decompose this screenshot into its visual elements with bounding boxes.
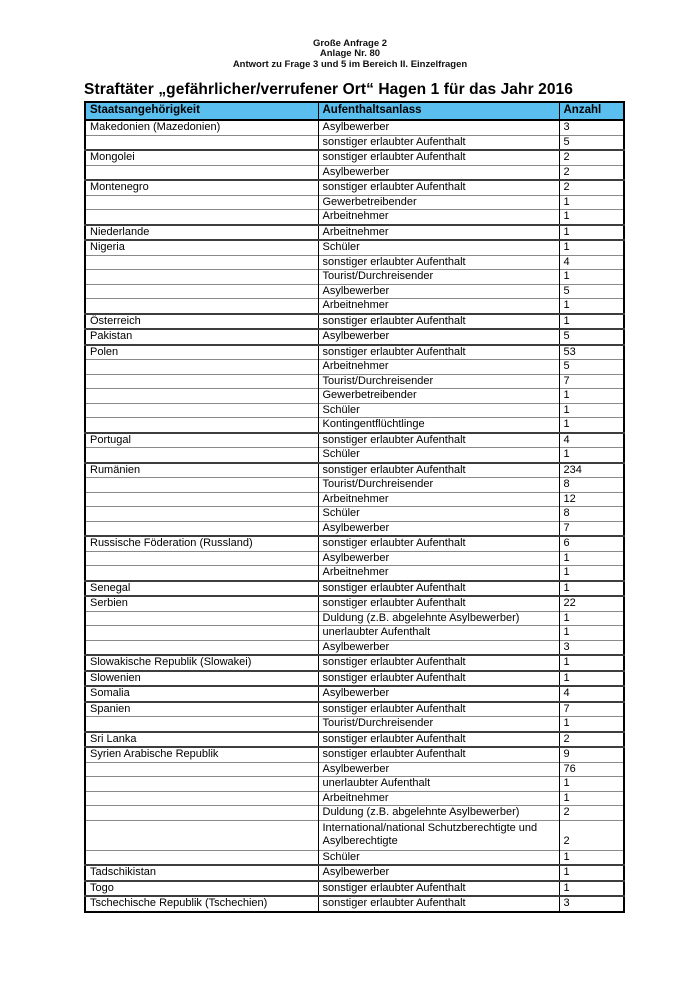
reason-cell: Duldung (z.B. abgelehnte Asylbewerber) bbox=[318, 611, 559, 626]
reason-cell: sonstiger erlaubter Aufenthalt bbox=[318, 881, 559, 897]
reason-cell: Arbeitnehmer bbox=[318, 566, 559, 581]
count-cell: 3 bbox=[559, 640, 624, 655]
reason-cell: Arbeitnehmer bbox=[318, 210, 559, 225]
reason-cell: Kontingentflüchtlinge bbox=[318, 418, 559, 433]
table-row bbox=[85, 777, 624, 792]
count-cell: 9 bbox=[559, 747, 624, 762]
reason-cell: Arbeitnehmer bbox=[318, 225, 559, 241]
country-cell: Serbien bbox=[85, 596, 318, 611]
reason-cell: Asylbewerber bbox=[318, 120, 559, 135]
table-row bbox=[85, 596, 624, 611]
table-row bbox=[85, 881, 624, 897]
reason-cell: sonstiger erlaubter Aufenthalt bbox=[318, 314, 559, 330]
country-cell: Spanien bbox=[85, 702, 318, 717]
country-cell bbox=[85, 507, 318, 522]
country-cell bbox=[85, 284, 318, 299]
count-cell: 3 bbox=[559, 896, 624, 912]
count-cell: 1 bbox=[559, 581, 624, 597]
reason-cell: sonstiger erlaubter Aufenthalt bbox=[318, 150, 559, 165]
reason-cell: Schüler bbox=[318, 403, 559, 418]
count-cell: 7 bbox=[559, 374, 624, 389]
table-row bbox=[85, 507, 624, 522]
table-row bbox=[85, 581, 624, 597]
table-row bbox=[85, 240, 624, 255]
reason-cell: Schüler bbox=[318, 240, 559, 255]
table-row bbox=[85, 433, 624, 448]
table-row bbox=[85, 791, 624, 806]
reason-cell: Arbeitnehmer bbox=[318, 492, 559, 507]
reason-cell: Arbeitnehmer bbox=[318, 299, 559, 314]
table-row bbox=[85, 640, 624, 655]
reason-cell: sonstiger erlaubter Aufenthalt bbox=[318, 702, 559, 717]
table-row bbox=[85, 284, 624, 299]
table-row bbox=[85, 671, 624, 687]
table-row bbox=[85, 611, 624, 626]
country-cell bbox=[85, 492, 318, 507]
table-row bbox=[85, 135, 624, 150]
table-row bbox=[85, 120, 624, 135]
reason-cell: sonstiger erlaubter Aufenthalt bbox=[318, 180, 559, 195]
table-header-row bbox=[85, 102, 624, 120]
country-cell bbox=[85, 850, 318, 865]
country-cell bbox=[85, 270, 318, 285]
count-cell: 5 bbox=[559, 284, 624, 299]
column-header-anzahl: Anzahl bbox=[559, 102, 624, 120]
table-row bbox=[85, 566, 624, 581]
count-cell: 1 bbox=[559, 611, 624, 626]
country-cell: Nigeria bbox=[85, 240, 318, 255]
count-cell: 76 bbox=[559, 762, 624, 777]
country-cell bbox=[85, 478, 318, 493]
table-body bbox=[85, 120, 624, 912]
count-cell: 1 bbox=[559, 299, 624, 314]
count-cell: 4 bbox=[559, 686, 624, 702]
reason-cell: Asylbewerber bbox=[318, 686, 559, 702]
table-row bbox=[85, 270, 624, 285]
reason-cell: Duldung (z.B. abgelehnte Asylbewerber) bbox=[318, 806, 559, 821]
count-cell: 1 bbox=[559, 225, 624, 241]
reason-cell: Asylbewerber bbox=[318, 762, 559, 777]
reason-cell: sonstiger erlaubter Aufenthalt bbox=[318, 732, 559, 748]
count-cell: 5 bbox=[559, 360, 624, 375]
table-row bbox=[85, 403, 624, 418]
country-cell: Sri Lanka bbox=[85, 732, 318, 748]
reason-cell: unerlaubter Aufenthalt bbox=[318, 777, 559, 792]
count-cell: 2 bbox=[559, 820, 624, 850]
country-cell: Russische Föderation (Russland) bbox=[85, 536, 318, 551]
count-cell: 2 bbox=[559, 806, 624, 821]
country-cell: Niederlande bbox=[85, 225, 318, 241]
country-cell bbox=[85, 640, 318, 655]
reason-cell: unerlaubter Aufenthalt bbox=[318, 626, 559, 641]
reason-cell: Asylbewerber bbox=[318, 865, 559, 881]
table-row bbox=[85, 329, 624, 345]
count-cell: 7 bbox=[559, 521, 624, 536]
count-cell: 234 bbox=[559, 463, 624, 478]
count-cell: 2 bbox=[559, 180, 624, 195]
country-cell bbox=[85, 611, 318, 626]
table-row bbox=[85, 717, 624, 732]
count-cell: 1 bbox=[559, 881, 624, 897]
table-row bbox=[85, 521, 624, 536]
reason-cell: Arbeitnehmer bbox=[318, 360, 559, 375]
reason-cell: sonstiger erlaubter Aufenthalt bbox=[318, 433, 559, 448]
table-row bbox=[85, 255, 624, 270]
count-cell: 1 bbox=[559, 448, 624, 463]
reason-cell: Tourist/Durchreisender bbox=[318, 478, 559, 493]
country-cell bbox=[85, 360, 318, 375]
reason-cell: sonstiger erlaubter Aufenthalt bbox=[318, 345, 559, 360]
country-cell: Polen bbox=[85, 345, 318, 360]
table-row bbox=[85, 389, 624, 404]
reason-cell: International/national Schutzberechtigte und Asylberechtigte bbox=[318, 820, 559, 850]
count-cell: 1 bbox=[559, 551, 624, 566]
count-cell: 1 bbox=[559, 389, 624, 404]
country-cell bbox=[85, 403, 318, 418]
reason-cell: Asylbewerber bbox=[318, 284, 559, 299]
table-row bbox=[85, 360, 624, 375]
table-row bbox=[85, 865, 624, 881]
count-cell: 12 bbox=[559, 492, 624, 507]
reason-cell: Schüler bbox=[318, 448, 559, 463]
count-cell: 1 bbox=[559, 717, 624, 732]
document-header-line-2: Anlage Nr. 80 bbox=[319, 48, 381, 60]
page-title: Straftäter „gefährlicher/verrufener Ort“ Hagen 1 für das Jahr 2016 bbox=[84, 81, 573, 98]
document-header bbox=[0, 39, 700, 70]
reason-cell: sonstiger erlaubter Aufenthalt bbox=[318, 536, 559, 551]
table-row bbox=[85, 478, 624, 493]
country-cell bbox=[85, 777, 318, 792]
table-row bbox=[85, 492, 624, 507]
country-cell bbox=[85, 195, 318, 210]
column-header-staatsangehoerigkeit: Staatsangehörigkeit bbox=[85, 102, 318, 120]
count-cell: 8 bbox=[559, 478, 624, 493]
country-cell bbox=[85, 299, 318, 314]
count-cell: 1 bbox=[559, 270, 624, 285]
count-cell: 2 bbox=[559, 150, 624, 165]
country-cell bbox=[85, 806, 318, 821]
country-cell: Togo bbox=[85, 881, 318, 897]
reason-cell: sonstiger erlaubter Aufenthalt bbox=[318, 655, 559, 671]
country-cell bbox=[85, 135, 318, 150]
table-row bbox=[85, 225, 624, 241]
country-cell: Makedonien (Mazedonien) bbox=[85, 120, 318, 135]
reason-cell: Schüler bbox=[318, 850, 559, 865]
document-header-line-3: Antwort zu Frage 3 und 5 im Bereich II. Einzelfragen bbox=[232, 58, 468, 70]
country-cell bbox=[85, 255, 318, 270]
table-row bbox=[85, 850, 624, 865]
reason-cell: Tourist/Durchreisender bbox=[318, 374, 559, 389]
country-cell bbox=[85, 791, 318, 806]
reason-cell: sonstiger erlaubter Aufenthalt bbox=[318, 463, 559, 478]
table-row bbox=[85, 732, 624, 748]
table-row bbox=[85, 686, 624, 702]
count-cell: 7 bbox=[559, 702, 624, 717]
table-row bbox=[85, 536, 624, 551]
table-row bbox=[85, 345, 624, 360]
count-cell: 8 bbox=[559, 507, 624, 522]
country-cell: Senegal bbox=[85, 581, 318, 597]
count-cell: 4 bbox=[559, 433, 624, 448]
count-cell: 1 bbox=[559, 850, 624, 865]
country-cell: Slowakische Republik (Slowakei) bbox=[85, 655, 318, 671]
table-row bbox=[85, 448, 624, 463]
country-cell: Slowenien bbox=[85, 671, 318, 687]
column-header-aufenthaltsanlass: Aufenthaltsanlass bbox=[318, 102, 559, 120]
count-cell: 1 bbox=[559, 195, 624, 210]
country-cell bbox=[85, 566, 318, 581]
table-row bbox=[85, 702, 624, 717]
count-cell: 1 bbox=[559, 566, 624, 581]
table-row bbox=[85, 806, 624, 821]
table-row bbox=[85, 463, 624, 478]
reason-cell: sonstiger erlaubter Aufenthalt bbox=[318, 581, 559, 597]
count-cell: 5 bbox=[559, 135, 624, 150]
reason-cell: Asylbewerber bbox=[318, 165, 559, 180]
count-cell: 1 bbox=[559, 403, 624, 418]
country-cell bbox=[85, 165, 318, 180]
country-cell bbox=[85, 418, 318, 433]
reason-cell: Arbeitnehmer bbox=[318, 791, 559, 806]
country-cell: Tschechische Republik (Tschechien) bbox=[85, 896, 318, 912]
table-row bbox=[85, 150, 624, 165]
reason-cell: sonstiger erlaubter Aufenthalt bbox=[318, 671, 559, 687]
count-cell: 2 bbox=[559, 732, 624, 748]
reason-cell: Asylbewerber bbox=[318, 640, 559, 655]
country-cell: Portugal bbox=[85, 433, 318, 448]
table-row bbox=[85, 896, 624, 912]
count-cell: 1 bbox=[559, 777, 624, 792]
reason-cell: Asylbewerber bbox=[318, 551, 559, 566]
reason-cell: Tourist/Durchreisender bbox=[318, 270, 559, 285]
count-cell: 1 bbox=[559, 655, 624, 671]
country-cell bbox=[85, 374, 318, 389]
country-cell bbox=[85, 210, 318, 225]
table-row bbox=[85, 165, 624, 180]
count-cell: 1 bbox=[559, 865, 624, 881]
table-row bbox=[85, 820, 624, 850]
country-cell: Montenegro bbox=[85, 180, 318, 195]
table-row bbox=[85, 195, 624, 210]
reason-cell: sonstiger erlaubter Aufenthalt bbox=[318, 255, 559, 270]
count-cell: 6 bbox=[559, 536, 624, 551]
table-row bbox=[85, 551, 624, 566]
count-cell: 5 bbox=[559, 329, 624, 345]
table-row bbox=[85, 655, 624, 671]
country-cell bbox=[85, 762, 318, 777]
count-cell: 3 bbox=[559, 120, 624, 135]
country-cell bbox=[85, 389, 318, 404]
reason-cell: sonstiger erlaubter Aufenthalt bbox=[318, 747, 559, 762]
country-cell: Tadschikistan bbox=[85, 865, 318, 881]
count-cell: 2 bbox=[559, 165, 624, 180]
reason-cell: Gewerbetreibender bbox=[318, 195, 559, 210]
country-cell: Pakistan bbox=[85, 329, 318, 345]
country-cell: Mongolei bbox=[85, 150, 318, 165]
country-cell bbox=[85, 521, 318, 536]
country-cell: Somalia bbox=[85, 686, 318, 702]
count-cell: 4 bbox=[559, 255, 624, 270]
table-row bbox=[85, 762, 624, 777]
count-cell: 1 bbox=[559, 791, 624, 806]
country-cell bbox=[85, 448, 318, 463]
table-row bbox=[85, 747, 624, 762]
reason-cell: Asylbewerber bbox=[318, 521, 559, 536]
country-cell: Rumänien bbox=[85, 463, 318, 478]
reason-cell: Asylbewerber bbox=[318, 329, 559, 345]
count-cell: 1 bbox=[559, 671, 624, 687]
count-cell: 22 bbox=[559, 596, 624, 611]
country-cell bbox=[85, 626, 318, 641]
country-cell bbox=[85, 820, 318, 850]
count-cell: 1 bbox=[559, 418, 624, 433]
country-cell bbox=[85, 551, 318, 566]
reason-cell: Schüler bbox=[318, 507, 559, 522]
table-row bbox=[85, 374, 624, 389]
table-row bbox=[85, 314, 624, 330]
country-cell bbox=[85, 717, 318, 732]
count-cell: 1 bbox=[559, 210, 624, 225]
country-cell: Österreich bbox=[85, 314, 318, 330]
table-row bbox=[85, 210, 624, 225]
reason-cell: Gewerbetreibender bbox=[318, 389, 559, 404]
offender-table bbox=[84, 101, 625, 913]
reason-cell: Tourist/Durchreisender bbox=[318, 717, 559, 732]
count-cell: 1 bbox=[559, 314, 624, 330]
count-cell: 1 bbox=[559, 240, 624, 255]
table-row bbox=[85, 180, 624, 195]
reason-cell: sonstiger erlaubter Aufenthalt bbox=[318, 135, 559, 150]
reason-cell: sonstiger erlaubter Aufenthalt bbox=[318, 896, 559, 912]
country-cell: Syrien Arabische Republik bbox=[85, 747, 318, 762]
document-header-line-1: Große Anfrage 2 bbox=[312, 38, 388, 49]
count-cell: 53 bbox=[559, 345, 624, 360]
table-row bbox=[85, 299, 624, 314]
table-row bbox=[85, 626, 624, 641]
count-cell: 1 bbox=[559, 626, 624, 641]
reason-cell: sonstiger erlaubter Aufenthalt bbox=[318, 596, 559, 611]
table-row bbox=[85, 418, 624, 433]
